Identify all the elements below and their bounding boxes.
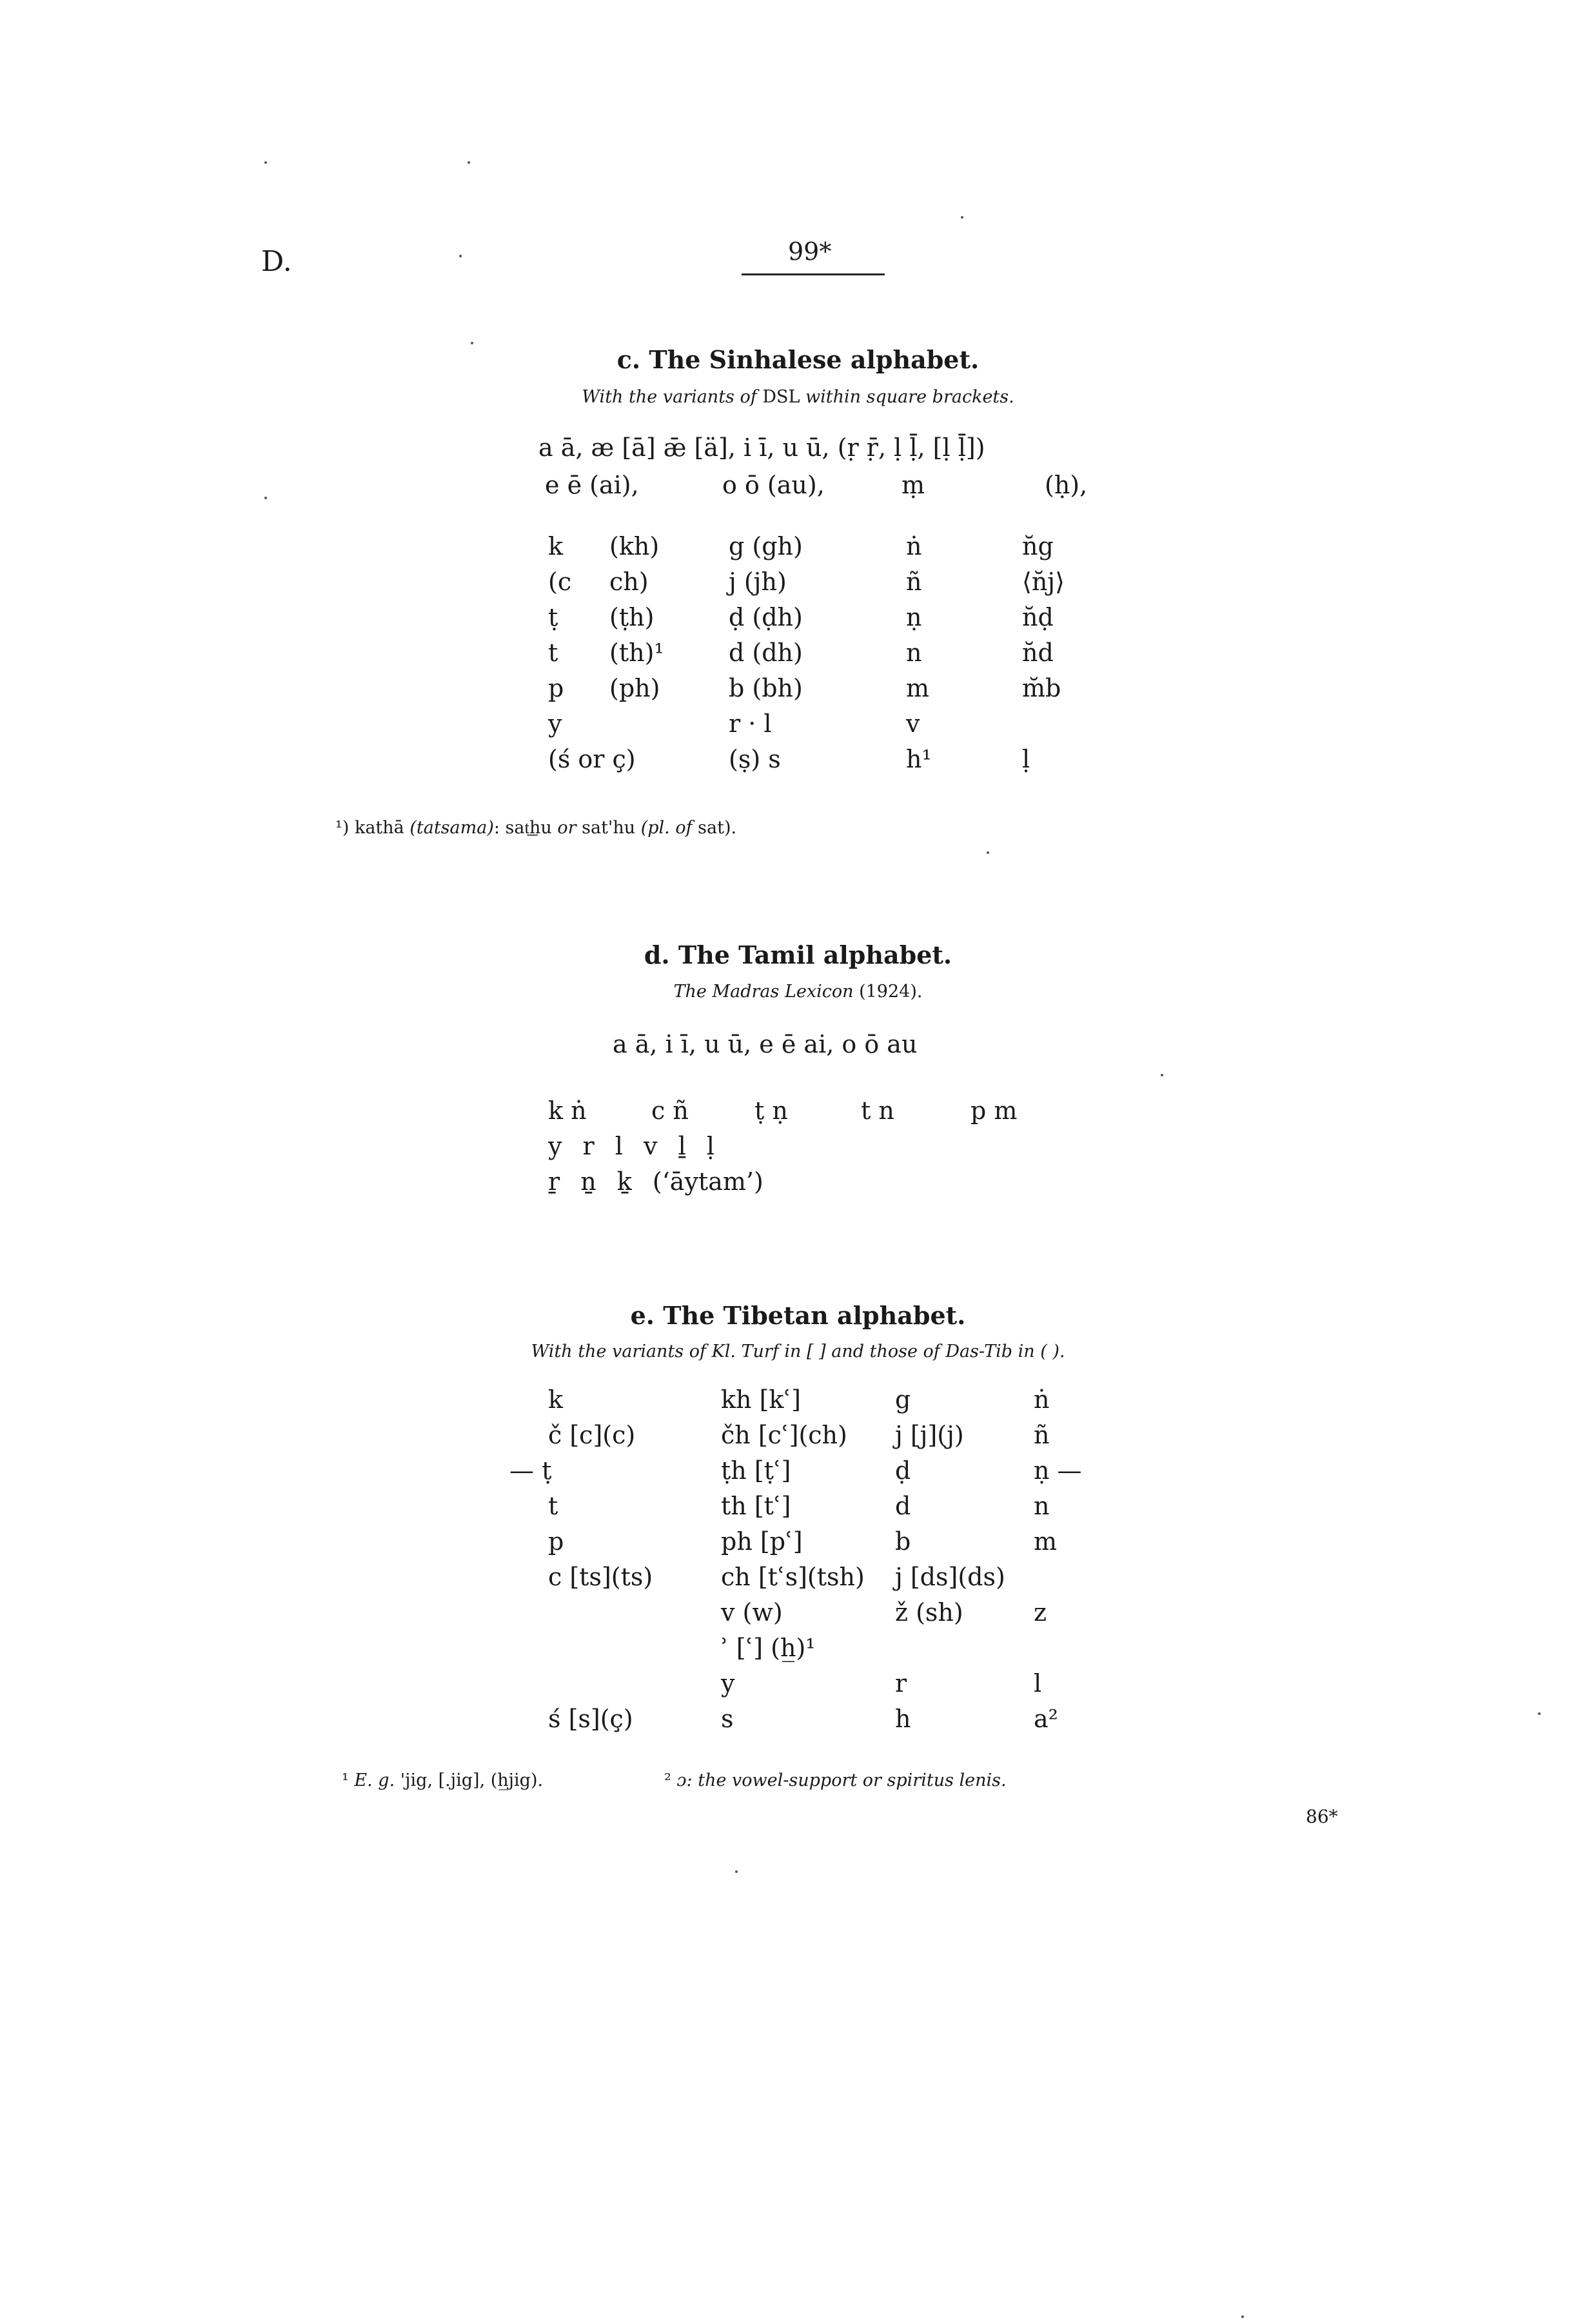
sinhalese-subtitle-post: within square brackets. [800,387,1014,407]
sinhalese-cell: ñ [906,568,922,596]
tibetan-cell: n [1034,1492,1050,1520]
tibetan-footnote-2 [664,1770,1007,1790]
tibetan-cell: ṭh [ṭʿ] [721,1456,791,1485]
sinhalese-footnote-word: kathā [354,818,410,838]
tibetan-cell: j [j](j) [895,1421,964,1449]
sinhalese-cell: k [548,532,564,560]
tibetan-footnote-2-text: ɔ: the vowel-support or spiritus lenis. [676,1770,1007,1790]
sinhalese-footnote [335,818,736,838]
sinhalese-cell: (ṭh) [609,603,655,631]
tamil-row1-c4: t n [861,1096,894,1125]
sinhalese-subtitle-pre: With the variants of [582,387,763,407]
tibetan-cell: čh [cʿ](ch) [721,1421,847,1449]
sinhalese-cell: t [548,639,558,667]
sinhalese-subtitle-abbr: DSL [762,387,800,407]
sinhalese-cell: d (dh) [729,639,803,667]
sinhalese-footnote-tatsama: (tatsama) [409,818,494,838]
sinhalese-title: c. The Sinhalese alphabet. [616,345,980,374]
page-margin-mark: D. [261,245,292,278]
tibetan-cell: v (w) [721,1598,783,1627]
sinhalese-cell: h¹ [906,745,932,773]
scan-speck [1161,1074,1163,1076]
scan-speck [264,161,267,164]
tamil-row1-c5: p m [970,1096,1018,1125]
tibetan-cell: ñ [1034,1421,1050,1449]
tibetan-cell: kh [kʿ] [721,1385,801,1414]
tibetan-cell: ś [s](ç) [548,1705,633,1733]
tibetan-cell: j [ds](ds) [895,1563,1005,1591]
sinhalese-footnote-form2: sat'hu [576,818,641,838]
sinhalese-footnote-form1: : sat͟hu [493,818,558,838]
tibetan-cell: — ṭ [509,1456,552,1485]
sinhalese-cell: g (gh) [729,532,803,560]
scan-speck [468,161,470,164]
tibetan-cell: d [895,1492,911,1520]
sinhalese-cell: n̆ḍ [1022,603,1054,631]
scan-speck [961,216,963,219]
sinhalese-vowels-line1: a ā, æ [ā] ǣ [ä], i ī, u ū, (ṛ ṝ, ḷ ḹ, [ḷ ḹ]) [538,433,985,462]
tibetan-cell: ch [tʿs](tsh) [721,1563,865,1591]
tibetan-cell: r [895,1669,907,1698]
tamil-row3: ṟ ṉ ḵ (‘āytam’) [548,1167,764,1196]
sinhalese-cell: r · l [729,709,772,738]
sinhalese-footnote-number: ¹) [335,818,350,838]
sinhalese-cell: (ṣ) s [729,745,781,773]
tamil-row1-c1: k ṅ [548,1096,587,1125]
tibetan-cell: h [895,1705,911,1733]
scan-speck [735,1870,738,1873]
tibetan-cell: ʾ [ʿ] (h̲)¹ [721,1634,816,1662]
sinhalese-cell: ch) [609,568,649,596]
sinhalese-cell: (c [548,568,572,596]
tibetan-cell: l [1034,1669,1042,1698]
tamil-title: d. The Tamil alphabet. [644,940,952,969]
tamil-row1-c2: c ñ [651,1096,689,1125]
sinhalese-cell: b (bh) [729,674,803,702]
tibetan-footnote-1 [342,1770,543,1790]
sinhalese-footnote-or: or [557,818,576,838]
sinhalese-footnote-end: sat). [692,818,737,838]
sinhalese-cell: y [548,709,562,738]
sinhalese-cell: n [906,639,922,667]
tibetan-cell: ḍ [895,1456,911,1485]
sinhalese-cell: ḷ [1022,745,1030,773]
tamil-subtitle-title: The Madras Lexicon [673,982,854,1002]
tamil-subtitle-year: (1924). [853,982,923,1002]
scan-speck [264,497,267,499]
sinhalese-cell: p [548,674,564,702]
scan-speck [459,255,462,257]
tibetan-cell: p [548,1527,564,1556]
scan-speck [987,851,989,854]
tamil-vowels: a ā, i ī, u ū, e ē ai, o ō au [613,1030,918,1058]
sinhalese-cell: (ph) [609,674,660,702]
sinhalese-cell: n̆d [1022,639,1054,667]
sinhalese-cell: v [906,709,920,738]
sinhalese-cell: ṭ [548,603,558,631]
sinhalese-footnote-plural: (pl. of [640,818,693,838]
tibetan-cell: č [c](c) [548,1421,636,1449]
tibetan-cell: th [tʿ] [721,1492,791,1520]
tibetan-cell: g [895,1385,911,1414]
tibetan-footnote-1-number: ¹ [342,1770,349,1790]
tibetan-cell: s [721,1705,734,1733]
tibetan-footnote-1-eg: E. g. [354,1770,395,1790]
sinhalese-cell: m̆b [1022,674,1061,702]
sinhalese-cell: m [906,674,930,702]
tibetan-subtitle: With the variants of Kl. Turf in [ ] and those of Das-Tib in ( ). [531,1342,1065,1362]
sinhalese-cell: j (jh) [729,568,787,596]
corner-page-number: 86* [1306,1806,1338,1827]
sinhalese-subtitle [0,387,1596,407]
tibetan-cell: m [1034,1527,1058,1556]
sinhalese-cell: ⟨n̆j⟩ [1022,568,1065,596]
sinhalese-vowels-line2d: (ḥ), [1045,471,1088,499]
sinhalese-vowels-line2b: o ō (au), [722,471,825,499]
tibetan-cell: ṇ — [1034,1456,1082,1485]
page-number-rule [742,273,885,275]
page-number: 99* [788,237,832,266]
tibetan-cell: z [1034,1598,1047,1627]
sinhalese-cell: (kh) [609,532,660,560]
scan-speck [1241,2315,1244,2318]
scan-speck [1538,1712,1541,1715]
tamil-row2: y r l v ḻ ḷ [548,1132,714,1160]
sinhalese-cell: (ś or ç) [548,745,636,773]
tibetan-footnote-2-number: ² [664,1770,671,1790]
sinhalese-cell: ṇ [906,603,922,631]
sinhalese-cell: (th)¹ [609,639,664,667]
sinhalese-cell: n̆g [1022,532,1054,560]
scan-speck [471,342,473,344]
tibetan-cell: ph [pʿ] [721,1527,803,1556]
tibetan-cell: k [548,1385,564,1414]
tibetan-cell: c [ts](ts) [548,1563,653,1591]
tamil-subtitle [0,982,1596,1002]
tibetan-cell: a² [1034,1705,1058,1733]
tibetan-cell: b [895,1527,911,1556]
sinhalese-cell: ḍ (ḍh) [729,603,803,631]
sinhalese-cell: ṅ [906,532,922,560]
tamil-row1-c3: ṭ ṇ [754,1096,788,1125]
tibetan-cell: ž (sh) [895,1598,963,1627]
tibetan-title: e. The Tibetan alphabet. [630,1301,966,1330]
sinhalese-vowels-line2a: e ē (ai), [545,471,639,499]
tibetan-cell: y [721,1669,735,1698]
tibetan-footnote-1-text: 'jig, [.jig], (h̲jig). [395,1770,544,1790]
tibetan-cell: ṅ [1034,1385,1050,1414]
tibetan-cell: t [548,1492,558,1520]
sinhalese-vowels-line2c: ṃ [901,471,925,499]
